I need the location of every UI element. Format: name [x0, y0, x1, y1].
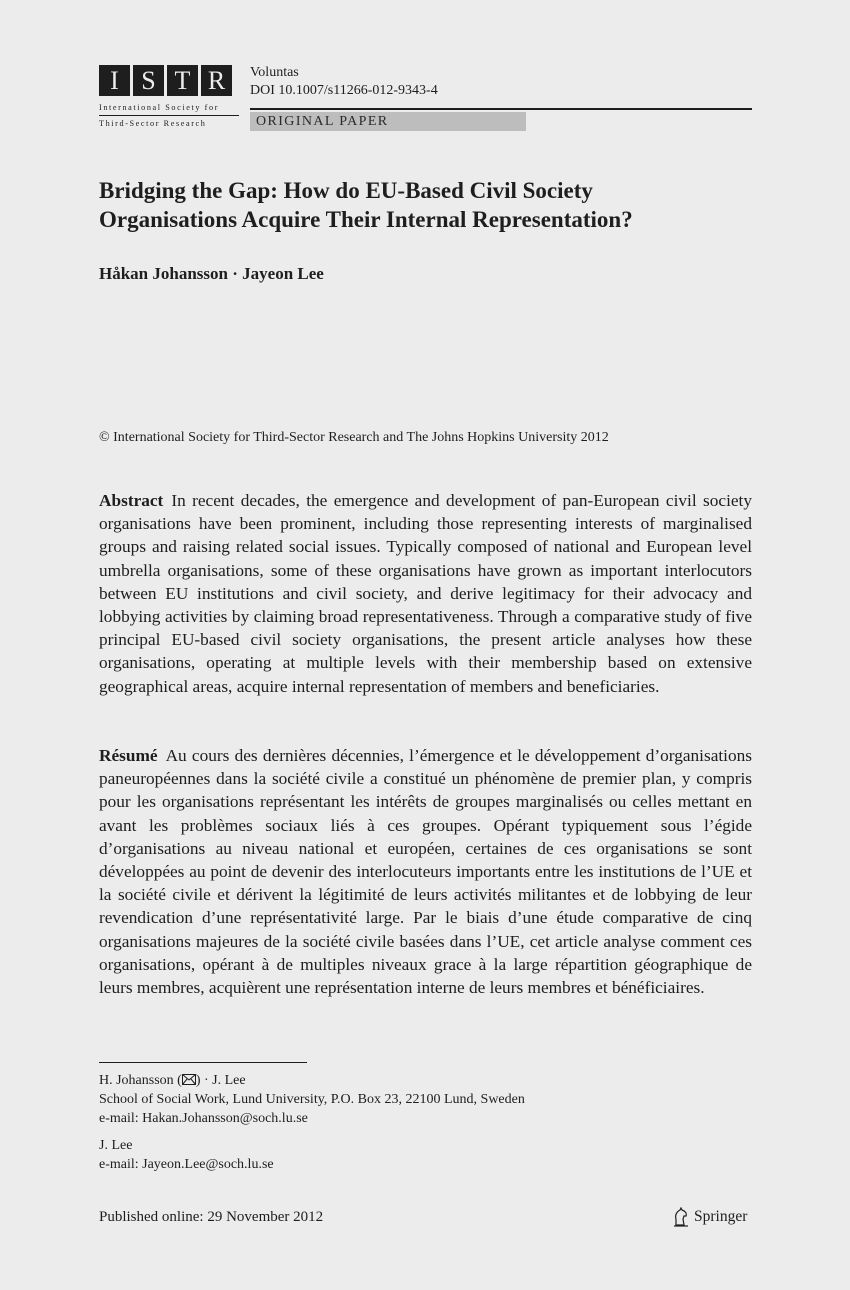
published-date: Published online: 29 November 2012 — [99, 1209, 324, 1225]
springer-logo — [672, 1207, 747, 1227]
istr-logo — [99, 65, 232, 96]
springer-horse-icon — [672, 1207, 690, 1227]
title-line-1: Bridging the Gap: How do EU-Based Civil Society — [99, 178, 593, 203]
header-divider — [250, 108, 752, 110]
paper-type-banner: ORIGINAL PAPER — [250, 112, 526, 131]
journal-name: Voluntas — [250, 65, 299, 80]
author1-coauthor: ) · J. Lee — [195, 1073, 246, 1088]
author-list: Håkan Johansson · Jayeon Lee — [99, 264, 324, 283]
journal-info — [250, 64, 438, 100]
author1-name: H. Johansson ( — [99, 1073, 182, 1088]
doi[interactable]: DOI 10.1007/s11266-012-9343-4 — [250, 83, 438, 98]
logo-divider — [99, 115, 239, 116]
logo-letter-i: I — [99, 65, 130, 96]
author1-affiliation: School of Social Work, Lund University, P.O. Box 23, 22100 Lund, Sweden — [99, 1092, 525, 1107]
copyright-notice: © International Society for Third-Sector Research and The Johns Hopkins University 2012 — [99, 430, 609, 445]
author2-name: J. Lee — [99, 1138, 133, 1153]
author1-line — [99, 1071, 525, 1090]
title-line-2: Organisations Acquire Their Internal Representation? — [99, 207, 633, 232]
author1-footnote — [99, 1071, 525, 1128]
resume — [99, 744, 752, 999]
abstract — [99, 489, 752, 698]
logo-letter-t: T — [167, 65, 198, 96]
author2-email[interactable]: e-mail: Jayeon.Lee@soch.lu.se — [99, 1157, 274, 1172]
article-title — [99, 176, 759, 234]
logo-letter-s: S — [133, 65, 164, 96]
publisher-name: Springer — [694, 1208, 748, 1225]
envelope-icon[interactable] — [182, 1074, 196, 1085]
author1-email[interactable]: e-mail: Hakan.Johansson@soch.lu.se — [99, 1111, 308, 1126]
resume-label: Résumé — [99, 746, 158, 765]
logo-subtitle-line1: International Society for — [99, 103, 220, 112]
author2-footnote — [99, 1136, 274, 1174]
abstract-label: Abstract — [99, 491, 164, 510]
logo-subtitle-line2: Third-Sector Research — [99, 119, 207, 128]
logo-letter-r: R — [201, 65, 232, 96]
footnote-divider — [99, 1062, 307, 1063]
resume-text: Au cours des dernières décennies, l’émergence et le développement d’organisations paneuropéennes dans la société civile a constitué un phénomène de premier plan, y compris pour les organisations représentant les intérêts de groupes marginalisés ou celles mettant en avant les problèmes sociaux liés à ces groupes. Opérant typiquement sous l’égide d’organisations au niveau national et européen, certaines de ces organisations se sont développées au point de devenir des interlocuteurs importants entre les institutions de l’UE et la société civile et dérivent la légitimité de leurs activités militantes et de lobbying de leur revendication d’une représentativité large. Par le biais d’une étude comparative de cinq organisations majeures de la société civile basées dans l’UE, cet article analyse comment ces organisations, opérant à de multiples niveaux grace à la large répartition géographique de leurs membres, acquièrent une représentation interne de leurs membres et bénéficiaires. — [99, 746, 752, 998]
abstract-text: In recent decades, the emergence and development of pan-European civil society organisations have been prominent, including those representing interests of marginalised groups and raising related social issues. Typically composed of national and European level umbrella organisations, some of these organisations have grown as important interlocutors between EU institutions and civil society, and derive legitimacy for their advocacy and lobbying activities by claiming broad representativeness. Through a comparative study of five principal EU-based civil society organisations, the present article analyses how these organisations, operating at multiple levels with their membership based on extensive geographical areas, acquire internal representation of members and beneficiaries. — [99, 491, 752, 696]
